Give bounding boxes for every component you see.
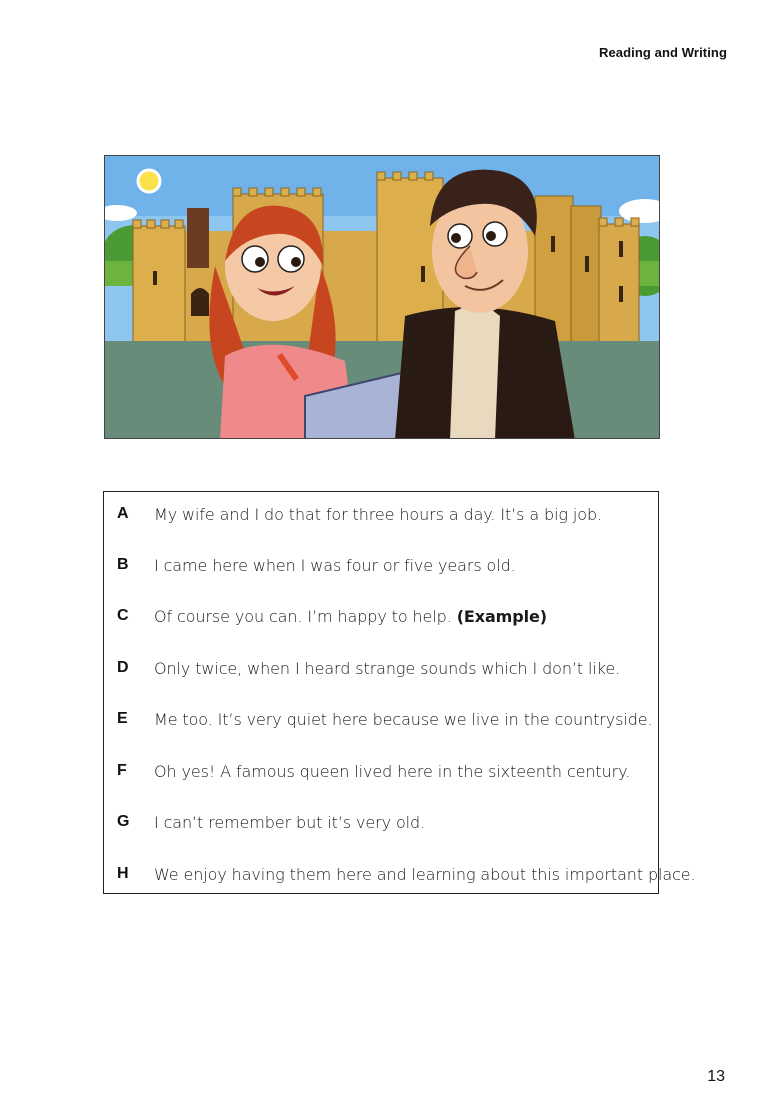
option-text: Of course you can. I’m happy to help. (154, 606, 452, 626)
option-letter: D (117, 659, 129, 676)
option-letter: E (117, 710, 128, 727)
option-text-with-example (154, 607, 547, 626)
option-text: I can’t remember but it’s very old. (154, 812, 426, 832)
option-letter: C (117, 607, 129, 624)
option-letter: F (117, 762, 127, 779)
option-text: My wife and I do that for three hours a day. It’s a big job. (154, 504, 602, 524)
example-marker: (Example) (456, 606, 547, 626)
option-letter: G (117, 813, 130, 830)
section-header: Reading and Writing (598, 45, 727, 60)
option-letter: A (117, 505, 129, 522)
castle-illustration (104, 155, 660, 439)
option-letter: H (117, 865, 129, 882)
castle-scene-image (105, 156, 660, 439)
option-text: We enjoy having them here and learning about this important place. (154, 864, 696, 884)
option-text: Oh yes! A famous queen lived here in the sixteenth century. (154, 761, 631, 781)
answer-options-box (103, 491, 696, 894)
page-number: 13 (707, 1068, 725, 1085)
option-text: Only twice, when I heard strange sounds which I don’t like. (154, 658, 621, 678)
option-text: I came here when I was four or five years old. (154, 555, 516, 575)
option-text: Me too. It’s very quiet here because we live in the countryside. (154, 709, 653, 729)
option-letter: B (117, 556, 129, 573)
